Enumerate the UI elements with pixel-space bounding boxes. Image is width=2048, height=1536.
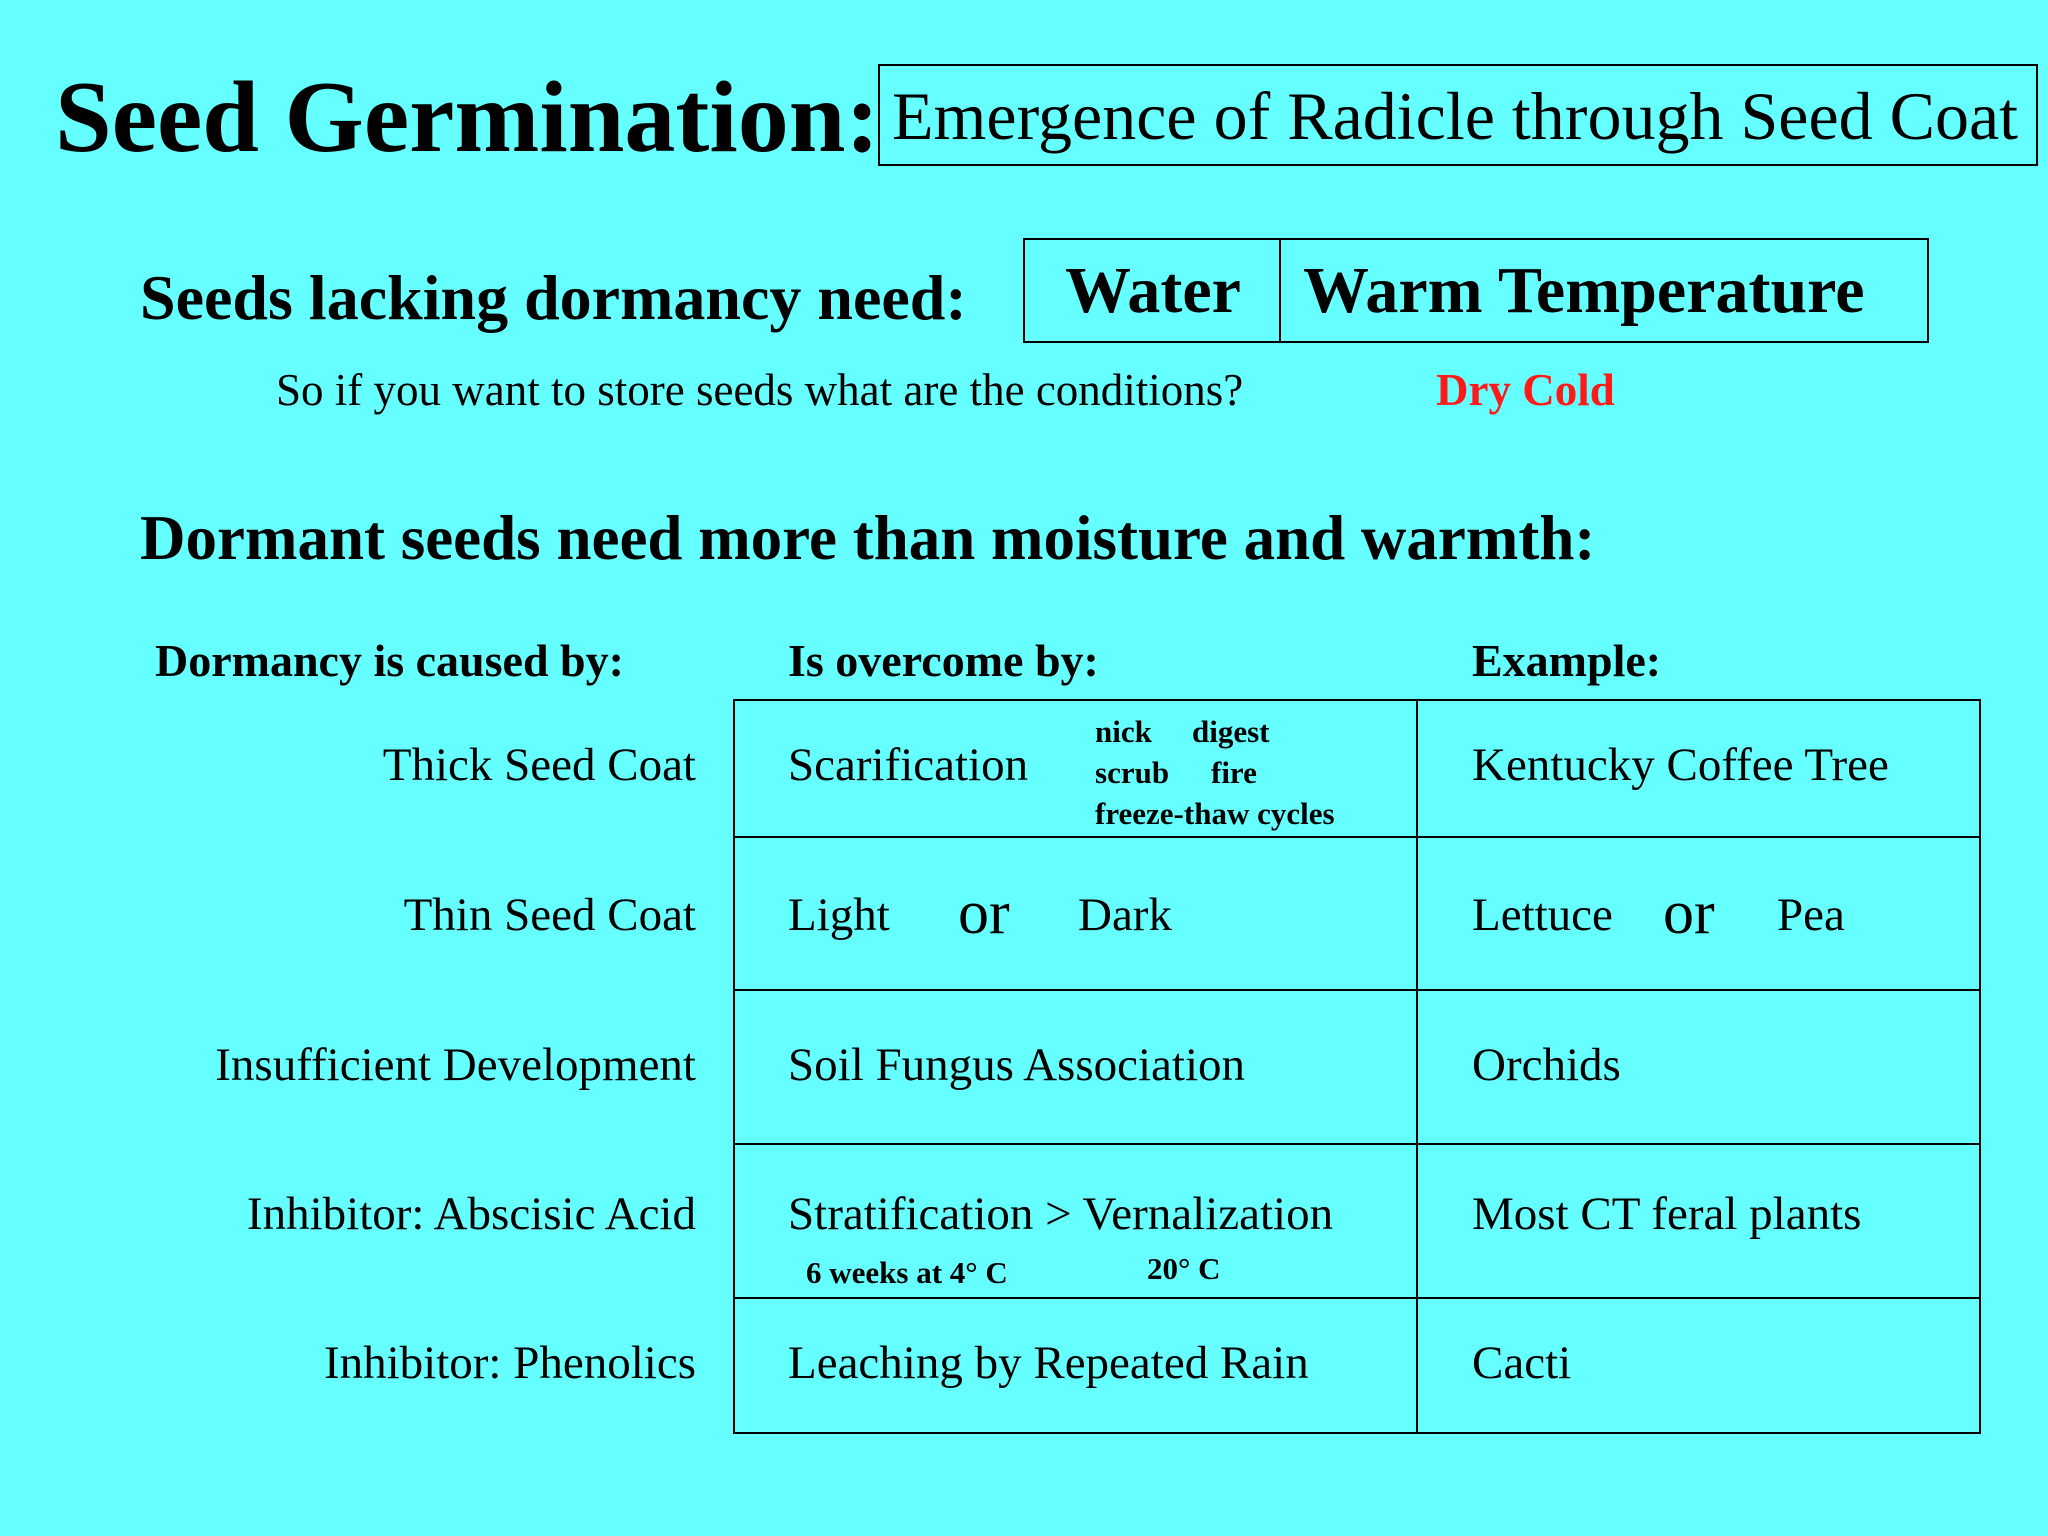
cause-insufficient-development: Insufficient Development: [215, 1039, 696, 1091]
example-ct-feral-plants: Most CT feral plants: [1472, 1188, 1862, 1240]
storage-answer: Dry Cold: [1436, 365, 1615, 415]
table-row-divider: [735, 989, 1979, 991]
lacking-dormancy-label: Seeds lacking dormancy need:: [140, 262, 967, 333]
cause-thick-seed-coat: Thick Seed Coat: [382, 739, 696, 791]
note-fire: fire: [1211, 755, 1257, 790]
table-row-divider: [735, 1143, 1979, 1145]
overcome-light: Light: [788, 889, 890, 941]
note-freeze-thaw: freeze-thaw cycles: [1095, 796, 1335, 831]
note-nick: nick: [1095, 714, 1152, 749]
overcome-dark: Dark: [1078, 889, 1172, 941]
note-twenty-degrees: 20° C: [1147, 1251, 1221, 1286]
header-cause: Dormancy is caused by:: [155, 635, 624, 686]
note-six-weeks: 6 weeks at 4° C: [806, 1255, 1008, 1290]
table-column-divider: [1416, 701, 1418, 1432]
need-warm-temperature: Warm Temperature: [1303, 254, 1865, 327]
overcome-leaching: Leaching by Repeated Rain: [788, 1337, 1309, 1389]
example-pea: Pea: [1777, 889, 1845, 941]
storage-question: So if you want to store seeds what are the conditions?: [276, 365, 1244, 415]
cause-phenolics: Inhibitor: Phenolics: [323, 1337, 696, 1389]
example-lettuce: Lettuce: [1472, 889, 1613, 941]
needs-box: [1023, 238, 1929, 343]
dormant-heading: Dormant seeds need more than moisture and warmth:: [140, 503, 1596, 573]
example-or: or: [1663, 879, 1715, 947]
cause-thin-seed-coat: Thin Seed Coat: [403, 889, 696, 941]
subtitle-box: Emergence of Radicle through Seed Coat: [878, 64, 2038, 166]
header-overcome: Is overcome by:: [788, 635, 1099, 686]
overcome-scarification: Scarification: [788, 739, 1029, 791]
example-kentucky-coffee-tree: Kentucky Coffee Tree: [1472, 739, 1889, 791]
overcome-stratification: Stratification > Vernalization: [788, 1188, 1334, 1240]
table-row-divider: [735, 1297, 1979, 1299]
overcome-or: or: [958, 879, 1010, 947]
need-water: Water: [1025, 240, 1281, 341]
note-scrub: scrub: [1095, 755, 1170, 790]
overcome-soil-fungus: Soil Fungus Association: [788, 1039, 1246, 1091]
example-orchids: Orchids: [1472, 1039, 1621, 1091]
header-example: Example:: [1472, 635, 1662, 686]
example-cacti: Cacti: [1472, 1337, 1572, 1389]
table-row-divider: [735, 836, 1979, 838]
note-digest: digest: [1192, 714, 1270, 749]
slide-title: Seed Germination:: [55, 61, 880, 174]
cause-abscisic-acid: Inhibitor: Abscisic Acid: [246, 1188, 696, 1240]
